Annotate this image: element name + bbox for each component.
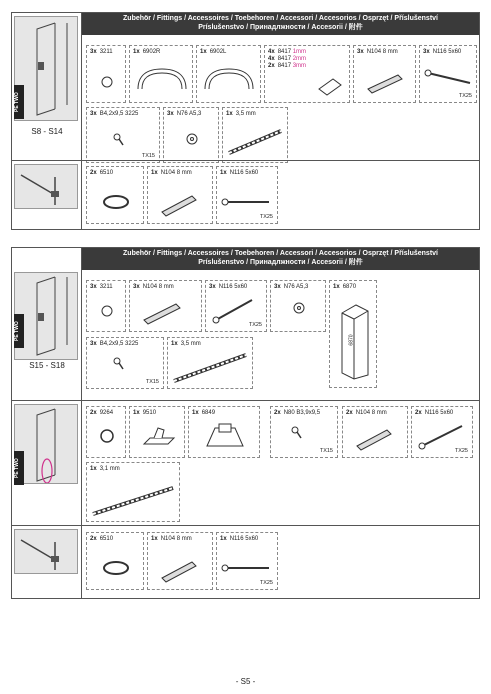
stabilizer-bar-illustration — [15, 530, 77, 573]
cap-icon — [87, 296, 127, 326]
accessories-header — [82, 13, 479, 35]
part-3211: 3x 3211 — [86, 45, 126, 103]
wall-plug-icon — [343, 422, 409, 452]
part-3211: 3x 3211 — [86, 280, 126, 332]
torx-label: TX15 — [145, 379, 159, 385]
part-drill-3-5: 1x 3,5 mm — [222, 107, 288, 163]
wall-plug-icon — [148, 188, 214, 218]
pe-two-label: PE TWO — [14, 85, 24, 119]
model-range: S8 - S14 — [31, 127, 63, 136]
part-8417-spacers: 4x 8417 1mm 4x 8417 2mm 2x 8417 3mm — [264, 45, 350, 103]
bracket-icon — [130, 422, 186, 452]
part-6510: 2x 6510 — [86, 532, 144, 590]
torx-label: TX15 — [319, 448, 333, 454]
spacer-plate-icon — [317, 75, 343, 97]
header-line-2: Príslušenstvo / Принадлжности / Accesorii / 附件 — [198, 24, 363, 31]
shower-door-illustration — [15, 273, 77, 359]
stabilizer-thumbnail — [14, 164, 78, 209]
wall-plug-icon — [354, 67, 417, 97]
part-n116-screw: 1x N116 5x60 TX25 — [216, 532, 278, 590]
stabilizer-bar-illustration — [15, 165, 77, 208]
part-n116-screw: 3x N116 5x60 TX25 — [419, 45, 477, 103]
page-number: - S5 - — [235, 677, 256, 686]
header-line-1: Zubehör / Fittings / Accessoires / Toebehoren / Accessori / Accesorios / Osprzęt / Příslušenství — [123, 15, 438, 22]
part-n116-screw: 1x N116 5x60 TX25 — [216, 166, 278, 224]
washer-icon — [271, 296, 327, 326]
part-n104-dowel: 1x N104 8 mm — [147, 532, 213, 590]
model-column — [12, 13, 82, 160]
model-column — [12, 161, 82, 230]
model-column — [12, 526, 82, 599]
part-b4-screw: 3x B4,2x9,5 3225 TX15 — [86, 107, 160, 163]
part-9510: 1x 9510 — [129, 406, 185, 458]
part-6510: 2x 6510 — [86, 166, 144, 224]
part-n104-dowel: 1x N104 8 mm — [147, 166, 213, 224]
wall-plug-icon — [148, 554, 214, 584]
part-6902l: 1x 6902L — [196, 45, 261, 103]
model-column — [12, 401, 82, 525]
part-6902r: 1x 6902R — [129, 45, 193, 103]
torx-label: TX25 — [458, 93, 472, 99]
model-column — [12, 248, 82, 400]
row-separator — [12, 160, 479, 231]
torx-label: TX25 — [248, 322, 262, 328]
accessories-header — [82, 248, 479, 270]
handle-left-icon — [197, 67, 261, 97]
part-b4-screw: 3x B4,2x9,5 3225 TX15 — [86, 337, 164, 389]
clamp-fitting-icon — [189, 422, 261, 452]
torx-label: TX25 — [259, 214, 273, 220]
drill-bit-icon — [223, 127, 289, 157]
part-n104-dowel: 3x N104 8 mm — [129, 280, 202, 332]
cap-icon — [87, 67, 127, 97]
washer-icon — [164, 127, 220, 157]
part-n104-dowel: 2x N104 8 mm — [342, 406, 408, 458]
shower-door-illustration — [15, 405, 77, 483]
shower-door-illustration — [15, 17, 77, 120]
part-9264: 2x 9264 — [86, 406, 126, 458]
wall-plug-icon — [130, 296, 203, 326]
drill-bit-icon — [87, 486, 181, 516]
sealant-box-icon — [338, 301, 372, 381]
part-n116-screw: 3x N116 5x60 TX25 — [205, 280, 267, 332]
handle-right-icon — [130, 67, 194, 97]
part-n76-washer: 3x N76 A5,3 — [163, 107, 219, 163]
torx-label: TX25 — [259, 580, 273, 586]
part-6849: 1x 6849 — [188, 406, 260, 458]
drill-bit-icon — [168, 353, 254, 383]
torx-label: TX15 — [141, 153, 155, 159]
panel-s15-s18 — [11, 247, 480, 599]
header-line-1: Zubehör / Fittings / Accessoires / Toebehoren / Accessori / Accesorios / Osprzęt / Příslušenství — [123, 250, 438, 257]
header-line-2: Príslušenstvo / Принадлжности / Accesorii / 附件 — [198, 259, 363, 266]
part-drill-3-1: 1x 3,1 mm — [86, 462, 180, 522]
part-n116-screw: 2x N116 5x60 TX25 — [411, 406, 473, 458]
row-stabilizer — [12, 400, 479, 526]
part-n76-washer: 3x N76 A5,3 — [270, 280, 326, 332]
row-stabilizer-bar — [12, 525, 479, 600]
torx-label: TX25 — [454, 448, 468, 454]
model-range: S15 - S18 — [29, 361, 65, 370]
part-n80-screw: 2x N80 B3,9x9,5 TX15 — [270, 406, 338, 458]
oval-clamp-icon — [87, 188, 145, 218]
pe-two-label: PE TWO — [14, 451, 24, 485]
panel-s8-s14 — [11, 12, 480, 230]
oval-clamp-icon — [87, 554, 145, 584]
round-cap-icon — [87, 422, 127, 452]
stabilizer-thumbnail — [14, 529, 78, 574]
part-6870: 1x 6870 6870 — [329, 280, 377, 388]
pe-two-label: PE TWO — [14, 314, 24, 348]
part-n104-dowel: 3x N104 8 mm — [353, 45, 416, 103]
box-text: 6870 — [348, 334, 355, 346]
part-drill-3-5: 1x 3,5 mm — [167, 337, 253, 389]
